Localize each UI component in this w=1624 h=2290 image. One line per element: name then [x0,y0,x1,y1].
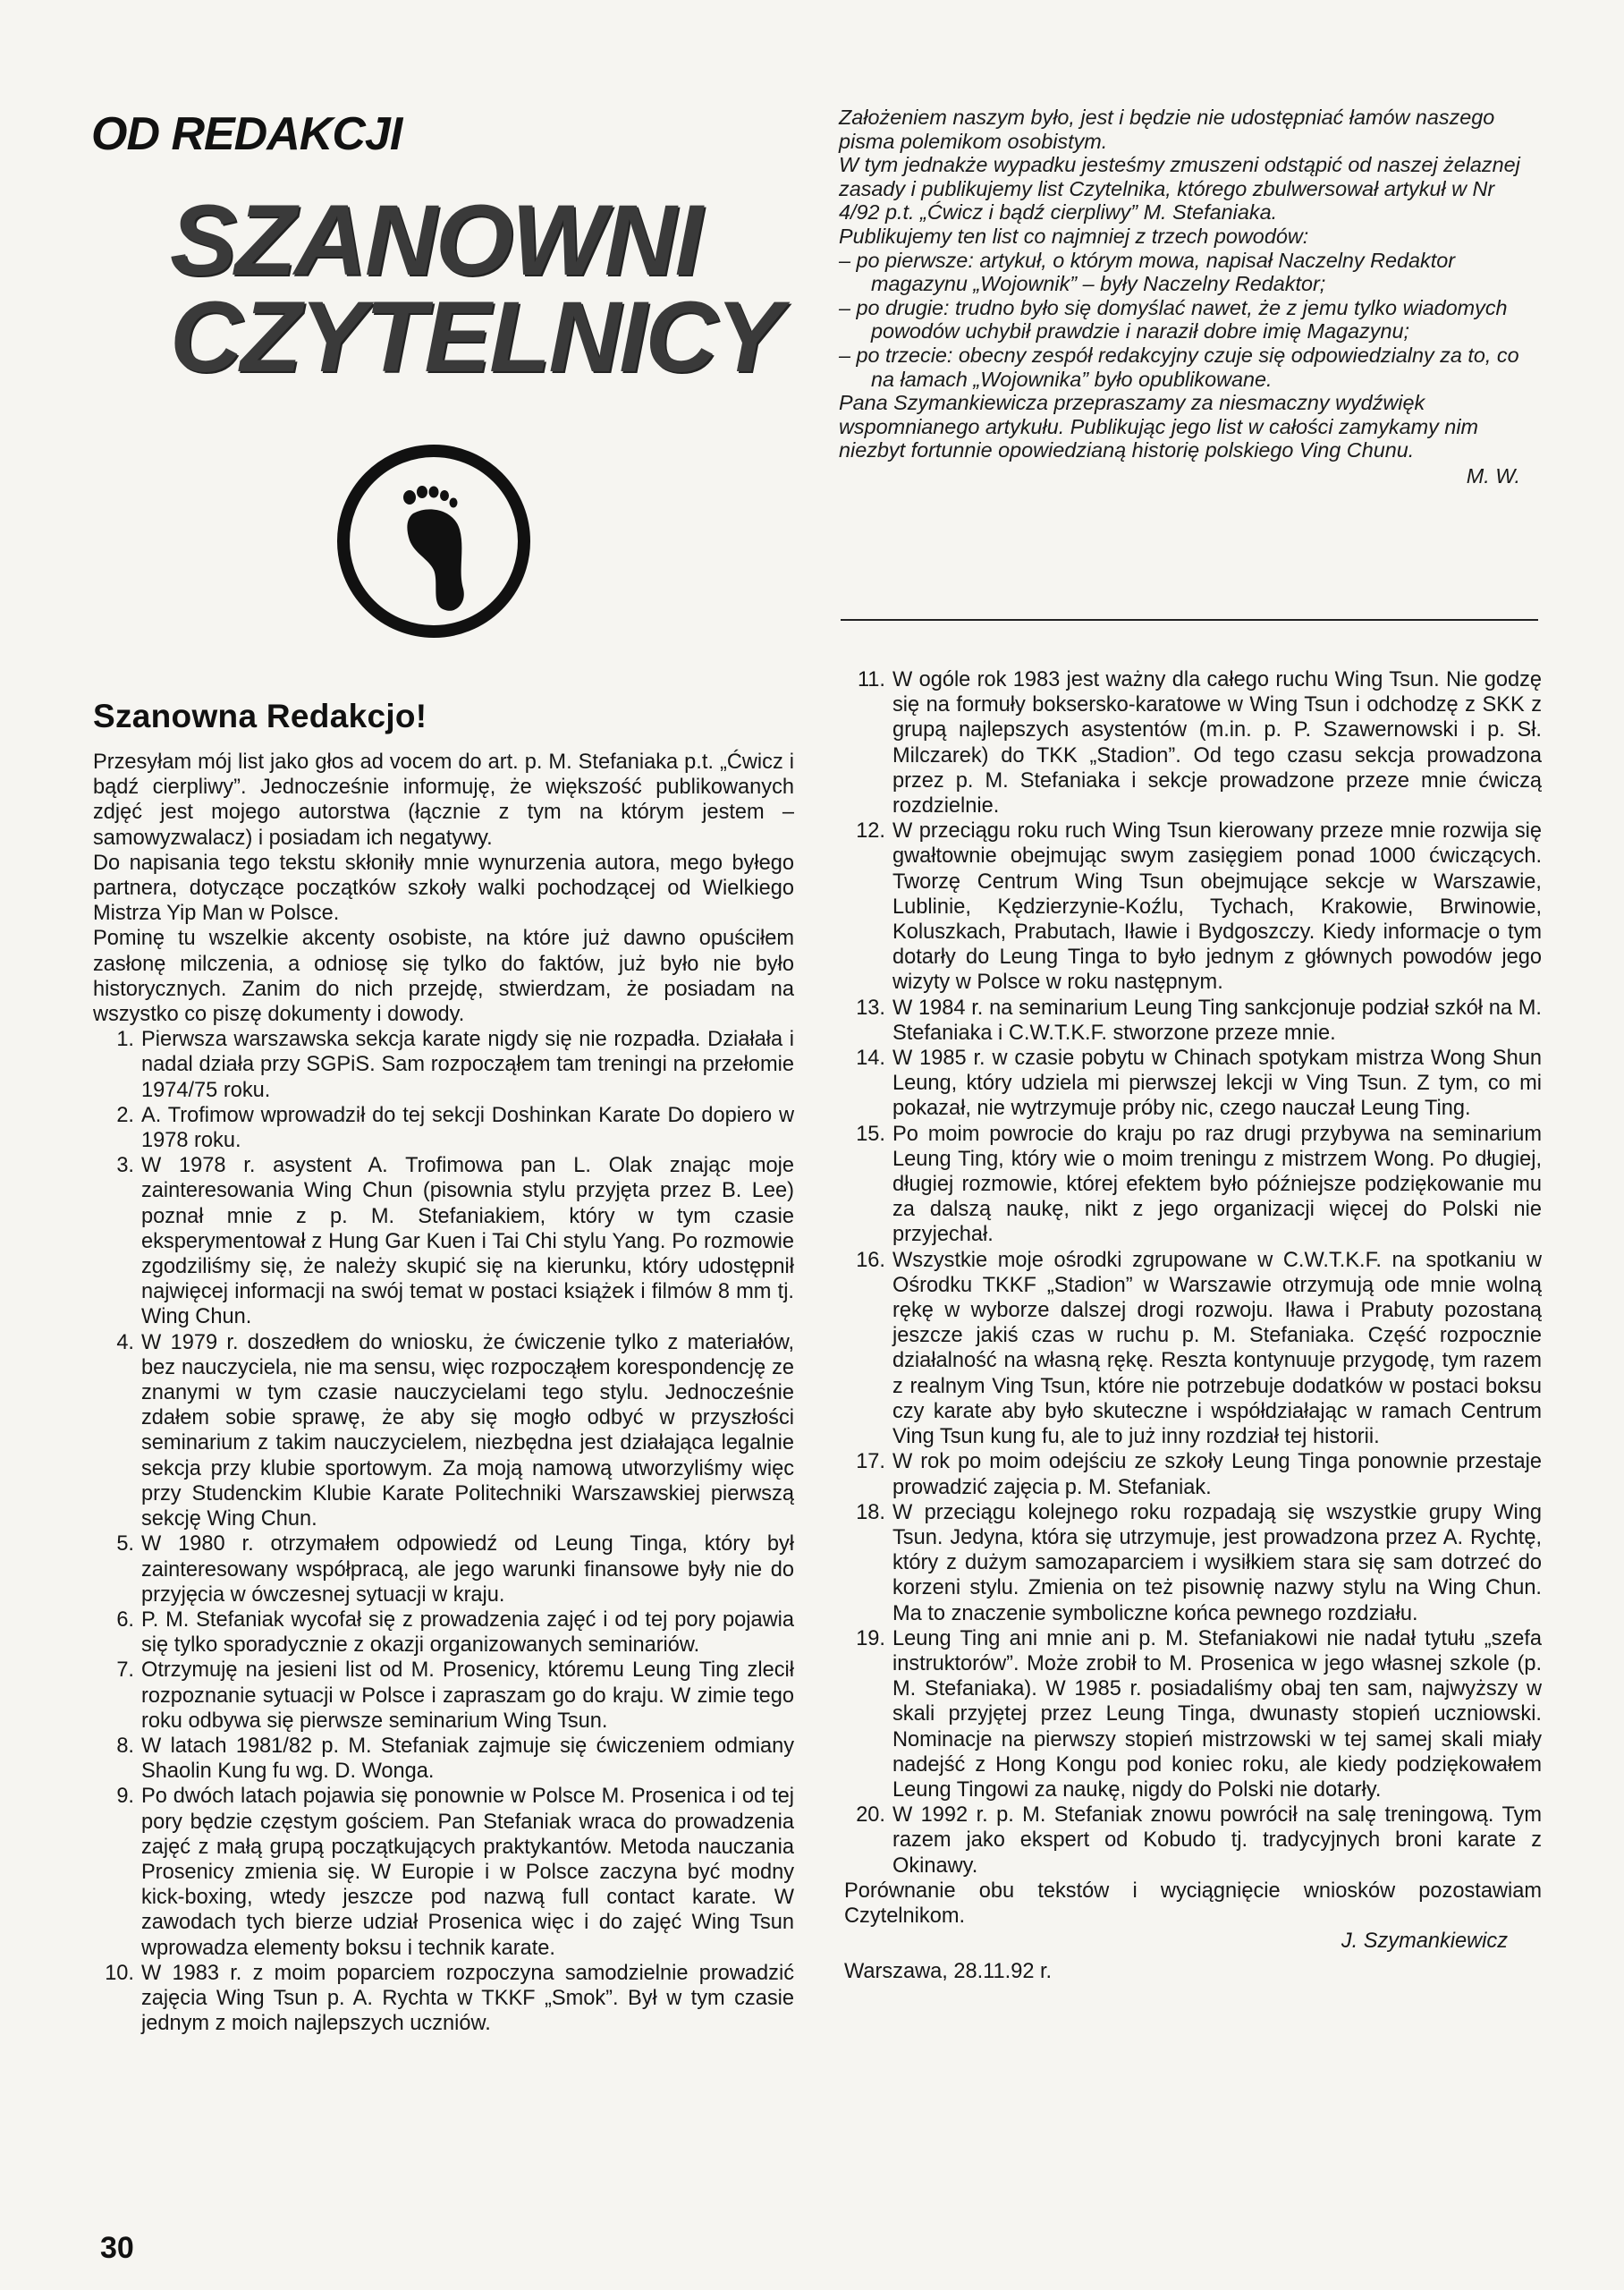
item-number: 3. [116,1154,134,1178]
editorial-signature: M. W. [1466,463,1520,488]
item-text: P. M. Stefaniak wycofał się z prowadzenia zajęć i od tej pory pojawia się tylko sporadycznie z okazji organizowanych seminariów. [141,1607,794,1658]
item-text: Po moim powrocie do kraju po raz drugi przybywa na seminarium Leung Ting, który wie o moim treningu z mistrzem Wong. Po długiej, długiej rozmowie, której efektem było późniejsze podziękowanie mu za dalszą naukę, nikt z jego organizacji więcej do Polski nie przyjechał. [892,1122,1542,1247]
numbered-item [844,1248,1542,1450]
numbered-item [844,1449,1542,1499]
item-text: W 1985 r. w czasie pobytu w Chinach spotykam mistrza Wong Shun Leung, który udziela mi pierwszej lekcji w Ving Tsun. Z tym, co mi pokazał, nie wytrzymuje próby nic, czego nauczał Leung Ting. [892,1047,1542,1121]
numbered-item [93,1658,794,1734]
numbered-item [844,667,1542,818]
item-number: 11. [857,668,885,691]
item-text: W rok po moim odejściu ze szkoły Leung Tinga ponownie przestaje prowadzić zajęcia p. M. Stefaniak. [892,1450,1542,1499]
item-text: W przeciągu kolejnego roku rozpadają się wszystkie grupy Wing Tsun. Jedyna, która się utrzymuje, jest prowadzona przez A. Rychtę, który z dużym samozaparciem i wysiłkiem stara się sam dotrzeć do korzeni stylu. Zmienia on też pisownię nazwy stylu na Wing Chun. Ma to znaczenie symboliczne końca pewnego rozdziału. [892,1500,1542,1625]
editorial-note [839,106,1538,488]
item-number: 13. [856,996,885,1020]
item-text: Wszystkie moje ośrodki zgrupowane w C.W.T.K.F. na spotkaniu w Ośrodku TKKF „Stadion” w Warszawie otrzymują ode mnie wolną rękę w wyborze dalszej drogi rozwoju. Iława i Prabuty pozostaną jeszcze jakiś czas w ruchu p. M. Stefaniaka. Część rozpocznie działalność na własną rękę. Reszta kontynuuje przygodę, tym razem z realnym Ving Tsun, które nie potrzebuje dodatków w postaci boksu czy karate aby było skuteczne i współdziałając w ramach Centrum Ving Tsun kung fu, ale to już inny rozdział tej historii. [892,1248,1542,1449]
numbered-item [844,1122,1542,1248]
item-number: 8. [116,1734,134,1758]
letter-intro: Do napisania tego tekstu skłoniły mnie wynurzenia autora, mego byłego partnera, dotyczące początków szkoły walki pochodzącej od Wielkiego Mistrza Yip Man w Polsce. [93,851,794,926]
letter-column-left [93,750,794,2036]
item-number: 6. [116,1607,134,1632]
numbered-item [93,1734,794,1784]
item-text: Otrzymuję na jesieni list od M. Prosenicy, któremu Leung Ting zlecił rozpoznanie sytuacji w Polsce i zapraszam go do kraju. W zimie tego roku odbywa się pierwsze seminarium Wing Tsun. [141,1658,794,1733]
title-line-1: SZANOWNI [170,184,701,296]
letter-column-right [844,667,1542,1985]
letter-greeting: Szanowna Redakcjo! [93,698,427,734]
item-text: W latach 1981/82 p. M. Stefaniak zajmuje się ćwiczeniem odmiany Shaolin Kung fu wg. D. Wonga. [141,1734,794,1784]
item-number: 18. [856,1500,885,1524]
item-number: 16. [856,1248,885,1272]
item-text: W 1984 r. na seminarium Leung Ting sankcjonuje podział szkół na M. Stefaniaka i C.W.T.K.F. stworzone przeze mnie. [892,996,1542,1045]
title-line-2: CZYTELNICY [170,281,782,393]
editorial-paragraph: W tym jednakże wypadku jesteśmy zmuszeni odstąpić od naszej żelaznej zasady i publikujemy list Czytelnika, którego zbulwersował artykuł w Nr 4/92 p.t. „Ćwicz i bądź cierpliwy” M. Stefaniaka. [839,153,1520,225]
item-text: W 1979 r. doszedłem do wniosku, że ćwiczenie tylko z materiałów, bez nauczyciela, nie ma sensu, więc rozpocząłem korespondencję ze znanymi w tym czasie nauczycielami tego stylu. Jednocześnie zdałem sobie sprawę, że aby się mogło odbyć w przyszłości seminarium z takim nauczycielem, niezbędna jest działająca legalnie sekcja przy klubie sportowym. Za moją namową utworzyliśmy więc przy Studenckim Klubie Karate Politechniki Warszawskiej pierwszą sekcję Wing Chun. [141,1330,794,1531]
numbered-item [93,1027,794,1103]
numbered-item [844,996,1542,1046]
item-number: 20. [856,1803,885,1828]
numbered-item [93,1961,794,2037]
divider-rule [841,619,1538,621]
section-heading: OD REDAKCJI [91,108,402,160]
item-text: Leung Ting ani mnie ani p. M. Stefaniakowi nie nadał tytułu „szefa instruktorów”. Może zrobił to M. Prosenica w jego własnej szkole (p. M. Stefaniaka). W 1985 r. posiadaliśmy obaj ten sam, najwyższy w skali przyjętej przez Leung Tinga, dwunasty stopień uczniowski. Nominacje na pierwszy stopień mistrzowski w tej samej skali miały nadejść z Hong Kongu pod koniec roku, ale kiedy podziękowałem Leung Tingowi za naukę, nigdy do Polski nie dotarły. [892,1626,1542,1802]
item-text: W 1992 r. p. M. Stefaniak znowu powrócił na salę treningową. Tym razem jako ekspert od Kobudo tj. tradycyjnych broni karate z Okinawy. [892,1803,1542,1878]
numbered-item [93,1153,794,1329]
letter-intro: Przesyłam mój list jako głos ad vocem do art. p. M. Stefaniaka p.t. „Ćwicz i bądź cierpliwy”. Jednocześnie informuję, że większość publikowanych zdjęć jest mojego autorstwa (łącznie z tym na którym jestem – samowyzwalacz) i posiadam ich negatywy. [93,751,794,850]
numbered-item [93,1784,794,1960]
numbered-item [93,1103,794,1153]
item-text: Po dwóch latach pojawia się ponownie w Polsce M. Prosenica i od tej pory będzie częstym gościem. Pan Stefaniak wraca do prowadzenia zajęć z małą grupą początkujących praktykantów. Metoda nauczania Prosenicy zmienia się. W Europie i w Polsce zaczyna być modny kick-boxing, wtedy jeszcze pod nazwą full contact karate. W zawodach tych bierze udział Prosenica więc i do zajęć Wing Tsun wprowadza elementy boksu i technik karate. [141,1785,794,1960]
letter-place-date: Warszawa, 28.11.92 r. [844,1960,1053,1984]
page-number: 30 [100,2231,134,2265]
footprint-circle-icon [333,440,535,642]
editorial-paragraph: Publikujemy ten list co najmniej z trzech powodów: [839,224,1309,248]
item-number: 14. [856,1047,885,1071]
item-number: 17. [856,1450,885,1474]
item-text: W ogóle rok 1983 jest ważny dla całego ruchu Wing Tsun. Nie godzę się na formuły boksersko-karatowe w Wing Tsun i odchodzę z SKK z grupą najlepszych asystentów (m.in. p. P. Szawernowski i p. Sł. Milczarek) do TKK „Stadion”. Od tego czasu sekcja prowadzona przez p. M. Stefaniaka i sekcje prowadzone przeze mnie ćwiczą rozdzielnie. [892,668,1542,818]
item-number: 9. [116,1785,134,1809]
item-text: A. Trofimow wprowadził do tej sekcji Doshinkan Karate Do dopiero w 1978 roku. [141,1103,794,1153]
item-number: 7. [116,1658,134,1683]
editorial-reason: – po pierwsze: artykuł, o którym mowa, napisał Naczelny Redaktor magazynu „Wojownik” – były Naczelny Redaktor; [839,248,1456,296]
item-text: W 1980 r. otrzymałem odpowiedź od Leung Tinga, który był zainteresowany współpracą, ale jego warunki finansowe były nie do przyjęcia w ówczesnej sytuacji w kraju. [141,1532,794,1607]
numbered-item [844,1802,1542,1879]
letter-signature: J. Szymankiewicz [1341,1930,1508,1954]
item-number: 5. [116,1532,134,1556]
numbered-item [844,1500,1542,1626]
item-number: 1. [116,1028,134,1052]
item-number: 12. [856,819,885,844]
item-number: 15. [856,1122,885,1146]
letter-intro: Pominę tu wszelkie akcenty osobiste, na które już dawno opuściłem zasłonę milczenia, a odniosę się tylko do faktów, już było nie było historycznych. Zanim do nich przejdę, stwierdzam, że posiadam na wszystko co piszę dokumenty i dowody. [93,927,794,1027]
numbered-item [844,818,1542,995]
main-title [170,184,782,393]
item-number: 4. [116,1330,134,1354]
editorial-paragraph: Pana Szymankiewicza przepraszamy za niesmaczny wydźwięk wspomnianego artykułu. Publikując jego list w całości zamykamy nim niezbyt fortunnie opowiedzianą historię polskiego Ving Chunu. [839,391,1479,462]
item-text: Pierwsza warszawska sekcja karate nigdy się nie rozpadła. Działała i nadal działa przy SGPiS. Sam rozpocząłem tam treningi na przełomie 1974/75 roku. [141,1028,794,1102]
item-number: 10. [105,1961,134,1985]
editorial-reason: – po trzecie: obecny zespół redakcyjny czuje się odpowiedzialny za to, co na łamach „Wojownika” było opublikowane. [839,343,1519,391]
numbered-item [93,1607,794,1658]
item-number: 2. [116,1103,134,1127]
editorial-reason: – po drugie: trudno było się domyślać nawet, że z jemu tylko wiadomych powodów uchybił prawdzie i naraził dobre imię Magazynu; [839,295,1508,344]
letter-closing: Porównanie obu tekstów i wyciągnięcie wniosków pozostawiam Czytelnikom. [844,1879,1542,1928]
item-text: W 1978 r. asystent A. Trofimowa pan L. Olak znając moje zainteresowania Wing Chun (pisownia stylu przyjęta przez B. Lee) poznał mnie z p. M. Stefaniakiem, który w tym czasie eksperymentował z Hung Gar Kuen i Tai Chi stylu Yang. Po rozmowie zgodziliśmy się, że należy skupić się na kierunku, który udostępnił najwięcej informacji na swój temat w postaci książek i filmów 8 mm tj. Wing Chun. [141,1154,794,1329]
numbered-item [844,1626,1542,1802]
item-text: W przeciągu roku ruch Wing Tsun kierowany przeze mnie rozwija się gwałtownie obejmując swym zasięgiem ponad 1000 ćwiczących. Tworzę Centrum Wing Tsun obejmujące sekcje w Warszawie, Lublinie, Kędzierzynie-Koźlu, Tychach, Krakowie, Brwinowie, Koluszkach, Prabutach, Iławie i Bydgoszczy. Kiedy informacje o tym dotarły do Leung Tinga to było jednym z głównych powodów jego wizyty w Polsce w roku następnym. [892,819,1542,995]
item-text: W 1983 r. z moim poparciem rozpoczyna samodzielnie prowadzić zajęcia Wing Tsun p. A. Rychta w TKKF „Smok”. Był w tym czasie jednym z moich najlepszych uczniów. [141,1961,794,2036]
numbered-item [93,1330,794,1532]
editorial-paragraph: Założeniem naszym było, jest i będzie nie udostępniać łamów naszego pisma polemikom osobistym. [839,106,1495,153]
item-number: 19. [856,1626,885,1650]
numbered-item [844,1046,1542,1122]
numbered-item [93,1531,794,1607]
